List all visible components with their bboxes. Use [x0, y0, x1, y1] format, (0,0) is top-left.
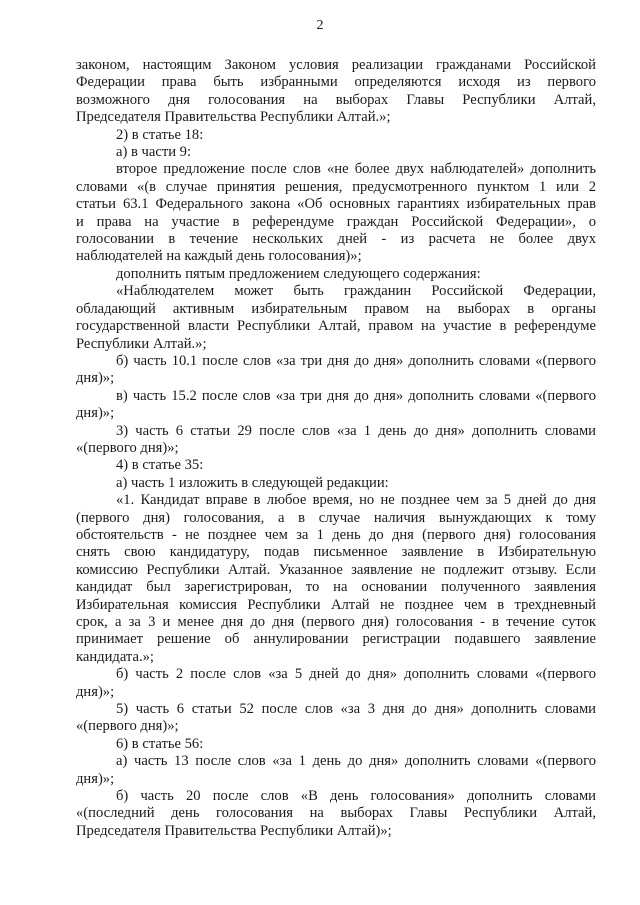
text-line: наблюдателей на каждый день голосования)»; [76, 248, 362, 265]
text-line: дня)»; [76, 683, 115, 700]
text-line: обладающий активным избирательным правом на выборах в органы [76, 300, 596, 317]
text-line: б) часть 20 после слов «В день голосования» дополнить словами [116, 788, 596, 805]
text-line: дополнить пятым предложением следующего содержания: [116, 265, 481, 282]
text-line: снять свою кандидатуру, подав письменное заявление в Избирательную [76, 544, 596, 561]
text-line: кандидат был зарегистрирован, то на основании полученного заявления [76, 579, 596, 596]
text-line: законом, настоящим Законом условия реализации гражданами Российской [76, 57, 596, 73]
text-line: «1. Кандидат вправе в любое время, но не позднее чем за 5 дней до дня [116, 492, 596, 509]
text-line: второе предложение после слов «не более двух наблюдателей» дополнить [116, 161, 596, 178]
text-line: Председателя Правительства Республики Алтай.»; [76, 109, 391, 126]
document-body [76, 57, 596, 840]
text-line: Федерации права быть избранными определяются исходя из первого [76, 74, 596, 91]
text-line: 2) в статье 18: [116, 126, 204, 143]
text-line: кандидата.»; [76, 648, 154, 665]
text-line: 5) часть 6 статьи 52 после слов «за 3 дня до дня» дополнить словами [116, 701, 596, 718]
text-line: дня)»; [76, 770, 115, 787]
text-line: «Наблюдателем может быть гражданин Российской Федерации, [116, 283, 596, 300]
text-line: Председателя Правительства Республики Алтай)»; [76, 822, 392, 839]
text-line: «(первого дня)»; [76, 718, 179, 735]
text-line: а) в части 9: [116, 144, 192, 161]
text-line: обстоятельств - не позднее чем за 1 день до дня (первого дня) голосования [76, 526, 596, 543]
text-line: дня)»; [76, 405, 115, 422]
text-line: а) часть 1 изложить в следующей редакции: [116, 474, 389, 491]
text-line: и права на участие в референдуме граждан Российской Федерации», о [76, 213, 596, 230]
text-line: «(первого дня)»; [76, 439, 179, 456]
text-line: в) часть 15.2 после слов «за три дня до дня» дополнить словами «(первого [116, 387, 596, 404]
text-line: 4) в статье 35: [116, 457, 204, 474]
text-line: голосовании в течение нескольких дней - из расчета не более двух [76, 231, 596, 248]
page-number: 2 [316, 18, 324, 33]
text-line: возможного дня голосования на выборах Главы Республики Алтай, [76, 91, 596, 108]
text-line: принимает решение об аннулировании регистрации подавшего заявление [76, 631, 596, 648]
text-line: 3) часть 6 статьи 29 после слов «за 1 день до дня» дополнить словами [116, 422, 596, 439]
text-line: комиссию Республики Алтай. Указанное заявление не подлежит отзыву. Если [76, 561, 596, 578]
text-line: 6) в статье 56: [116, 735, 204, 752]
text-line: а) часть 13 после слов «за 1 день до дня» дополнить словами «(первого [116, 753, 596, 770]
text-line: Республики Алтай.»; [76, 335, 207, 352]
text-line: б) часть 2 после слов «за 5 дней до дня» дополнить словами «(первого [116, 666, 596, 683]
text-line: словами «(в случае принятия решения, предусмотренного пунктом 1 или 2 [76, 178, 596, 195]
text-line: «(последний день голосования на выборах Главы Республики Алтай, [76, 805, 596, 822]
text-line: б) часть 10.1 после слов «за три дня до дня» дополнить словами «(первого [116, 352, 596, 369]
text-line: государственной власти Республики Алтай, правом на участие в референдуме [76, 318, 596, 335]
text-line: срок, а за 3 и менее дня до дня (первого дня) голосования - в течение суток [76, 614, 596, 630]
text-line: статьи 63.1 Федерального закона «Об основных гарантиях избирательных прав [76, 196, 596, 213]
text-line: Избирательная комиссия Республики Алтай не позднее чем в трехдневный [76, 596, 596, 613]
text-line: дня)»; [76, 370, 115, 387]
text-line: (первого дня) голосования, а в случае наличия вынуждающих к тому [76, 509, 596, 526]
